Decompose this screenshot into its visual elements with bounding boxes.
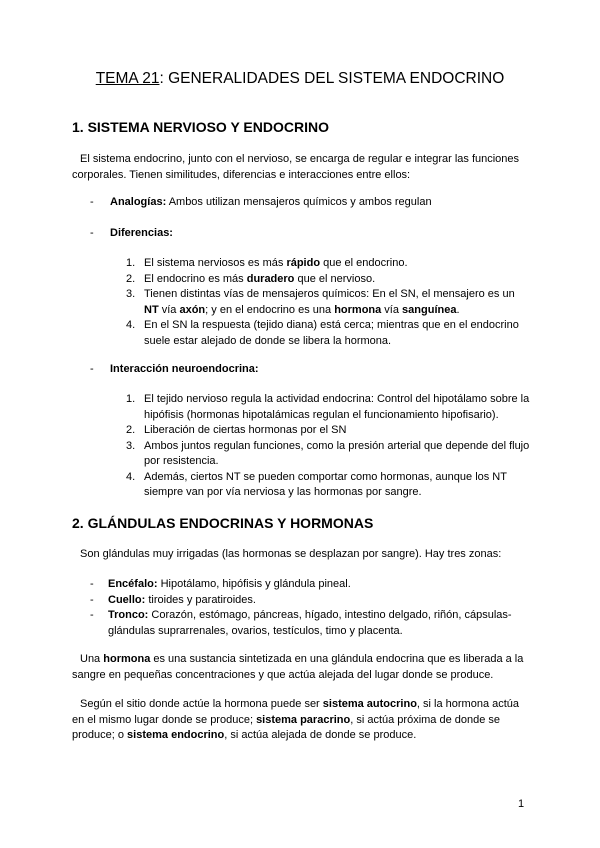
title-prefix: TEMA 21: [95, 70, 160, 87]
analogias-text: Ambos utilizan mensajeros químicos y ambos regulan: [168, 196, 432, 208]
list-number: 1.: [126, 393, 136, 405]
dash-bullet: -: [90, 593, 94, 606]
list-item: 2. Liberación de ciertas hormonas por el SN: [126, 423, 532, 439]
list-item: - Tronco: Corazón, estómago, páncreas, hígado, intestino delgado, riñón, cápsulas-glándulas suprarrenales, ovarios, testículos, timo y placenta.: [90, 609, 512, 637]
hormona-paragraph: Una hormona es una sustancia sintetizada en una glándula endocrina que es liberada a la sangre en pequeñas concentraciones y que actúa alejada del lugar donde se produce.: [72, 653, 524, 681]
list-item: 4. Además, ciertos NT se pueden comportar como hormonas, aunque los NT siempre van por vía nerviosa y las hormonas por sangre.: [126, 470, 507, 498]
page-number: 1: [518, 798, 525, 810]
diferencias-list: [126, 256, 532, 349]
list-item: 3. Ambos juntos regulan funciones, como la presión arterial que depende del flujo por resistencia.: [126, 439, 530, 467]
list-item: - Encéfalo: Hipotálamo, hipófisis y glándula pineal.: [90, 577, 530, 593]
section-1-intro: El sistema endocrino, junto con el nervioso, se encarga de regular e integrar las funciones corporales. Tienen similitudes, diferencias e interacciones entre ellos:: [72, 153, 520, 181]
section-1-heading: 1. SISTEMA NERVIOSO Y ENDOCRINO: [72, 119, 329, 135]
list-item: 1. El tejido nervioso regula la actividad endocrina: Control del hipotálamo sobre la hipófisis (hormonas hipotalámicas regulan el funcionamiento hipofisario).: [126, 393, 530, 421]
section-2-heading: 2. GLÁNDULAS ENDOCRINAS Y HORMONAS: [72, 515, 374, 531]
list-item: 2. El endocrino es más duradero que el nervioso.: [126, 272, 532, 288]
diferencias-label: Diferencias:: [110, 227, 173, 239]
list-item: 4. En el SN la respuesta (tejido diana) está cerca; mientras que en el endocrino suele estar alejado de donde se libera la hormona.: [126, 319, 519, 347]
list-number: 2.: [126, 424, 136, 436]
list-number: 2.: [126, 272, 136, 285]
analogias-label: Analogías:: [110, 196, 167, 208]
interaccion-list: [126, 392, 532, 501]
zonas-list: [90, 577, 530, 639]
interaccion-label: Interacción neuroendocrina:: [110, 363, 259, 375]
page-title: [0, 69, 600, 89]
title-rest: : GENERALIDADES DEL SISTEMA ENDOCRINO: [159, 70, 505, 87]
dash-bullet: -: [90, 363, 94, 375]
list-item: 3. Tienen distintas vías de mensajeros químicos: En el SN, el mensajero es un NT vía axón; y en el endocrino es una hormona vía sanguínea.: [126, 288, 515, 316]
list-number: 3.: [126, 439, 136, 452]
section-2-intro: Son glándulas muy irrigadas (las hormonas se desplazan por sangre). Hay tres zonas:: [80, 548, 502, 560]
list-item: 1. El sistema nerviosos es más rápido que el endocrino.: [126, 256, 532, 272]
list-number: 4.: [126, 470, 136, 483]
list-number: 4.: [126, 319, 136, 331]
dash-bullet: -: [90, 196, 94, 208]
dash-bullet: -: [90, 578, 94, 590]
sistema-paragraph: Según el sitio donde actúe la hormona puede ser sistema autocrino, si la hormona actúa en el mismo lugar donde se produce; sistema paracrino, si actúa próxima de donde se produce; o sistema endocrino, si actúa alejada de donde se produce.: [72, 698, 520, 741]
list-number: 1.: [126, 257, 136, 269]
list-number: 3.: [126, 288, 136, 300]
list-item: - Cuello: tiroides y paratiroides.: [90, 593, 530, 609]
dash-bullet: -: [90, 609, 94, 621]
dash-bullet: -: [90, 227, 94, 239]
